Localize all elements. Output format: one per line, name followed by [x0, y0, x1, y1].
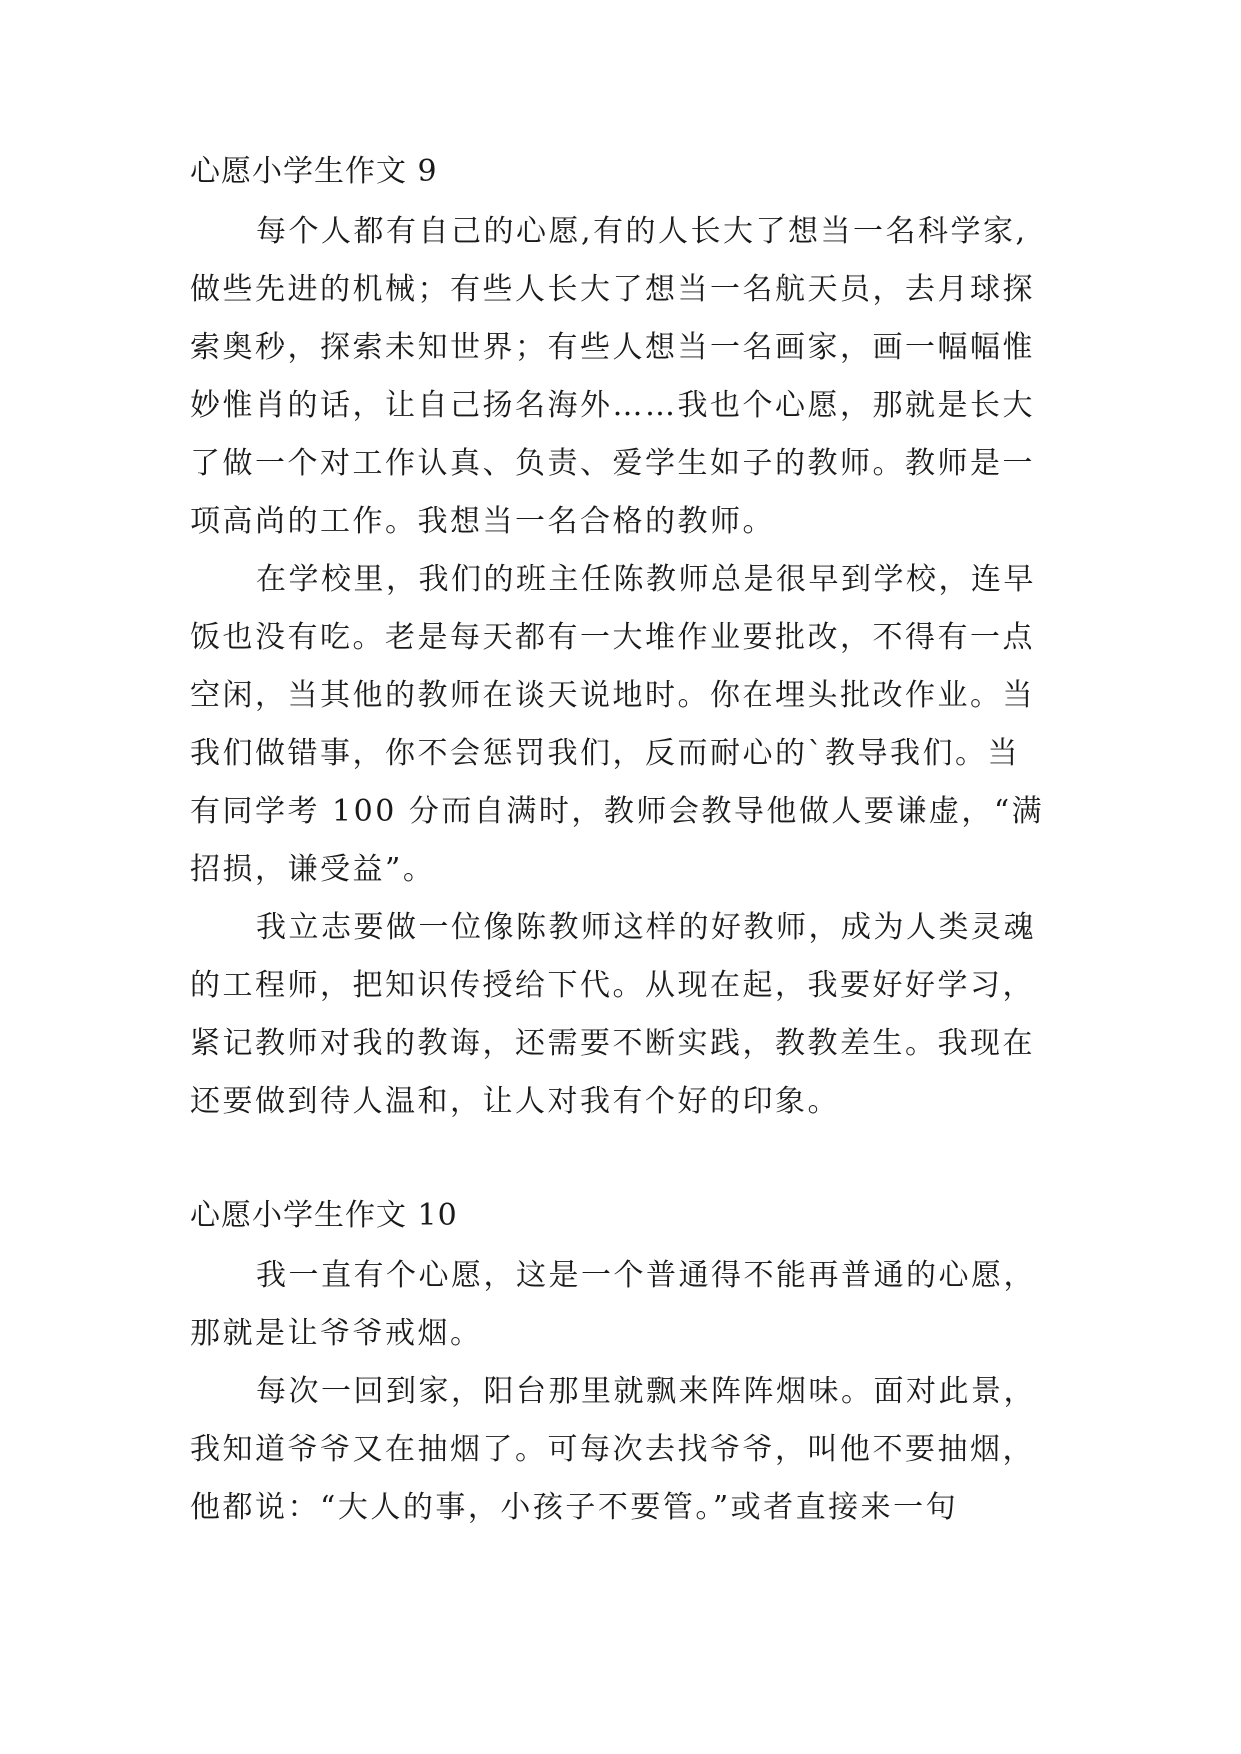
- text-line: 那就是让爷爷戒烟。: [190, 1316, 483, 1351]
- text-line: 我们做错事，你不会惩罚我们，反而耐心的`教导我们。当: [190, 736, 1020, 771]
- text-line: 的工程师，把知识传授给下代。从现在起，我要好好学习，: [190, 968, 1035, 1003]
- text-line: 每次一回到家，阳台那里就飘来阵阵烟味。面对此景，: [256, 1374, 1036, 1409]
- text-line: 了做一个对工作认真、负责、爱学生如子的教师。教师是一: [190, 446, 1035, 481]
- text-line: 我知道爷爷又在抽烟了。可每次去找爷爷，叫他不要抽烟，: [190, 1432, 1035, 1467]
- text-line: 他都说：“大人的事，小孩子不要管。”或者直接来一句: [190, 1490, 959, 1525]
- text-line: 有同学考 100 分而自满时，教师会教导他做人要谦虚，“满: [190, 794, 1045, 829]
- text-line: 索奥秒，探索未知世界；有些人想当一名画家，画一幅幅惟: [190, 330, 1035, 365]
- essay-10-title: 心愿小学生作文 10: [190, 1198, 458, 1233]
- text-line: 做些先进的机械；有些人长大了想当一名航天员，去月球探: [190, 272, 1035, 307]
- text-line: 还要做到待人温和，让人对我有个好的印象。: [190, 1084, 840, 1119]
- text-line: 招损，谦受益”。: [190, 852, 436, 887]
- text-line: 空闲，当其他的教师在谈天说地时。你在埋头批改作业。当: [190, 678, 1035, 713]
- text-line: 饭也没有吃。老是每天都有一大堆作业要批改，不得有一点: [190, 620, 1035, 655]
- text-line: 妙惟肖的话，让自己扬名海外……我也个心愿，那就是长大: [190, 388, 1035, 423]
- text-line: 我立志要做一位像陈教师这样的好教师，成为人类灵魂: [256, 910, 1036, 945]
- text-line: 在学校里，我们的班主任陈教师总是很早到学校，连早: [256, 562, 1036, 597]
- text-line: 项高尚的工作。我想当一名合格的教师。: [190, 504, 775, 539]
- essay-9-title: 心愿小学生作文 9: [190, 154, 438, 189]
- text-line: 我一直有个心愿，这是一个普通得不能再普通的心愿，: [256, 1258, 1036, 1293]
- text-line: 紧记教师对我的教诲，还需要不断实践，教教差生。我现在: [190, 1026, 1035, 1061]
- text-line: 每个人都有自己的心愿,有的人长大了想当一名科学家,: [256, 214, 1028, 249]
